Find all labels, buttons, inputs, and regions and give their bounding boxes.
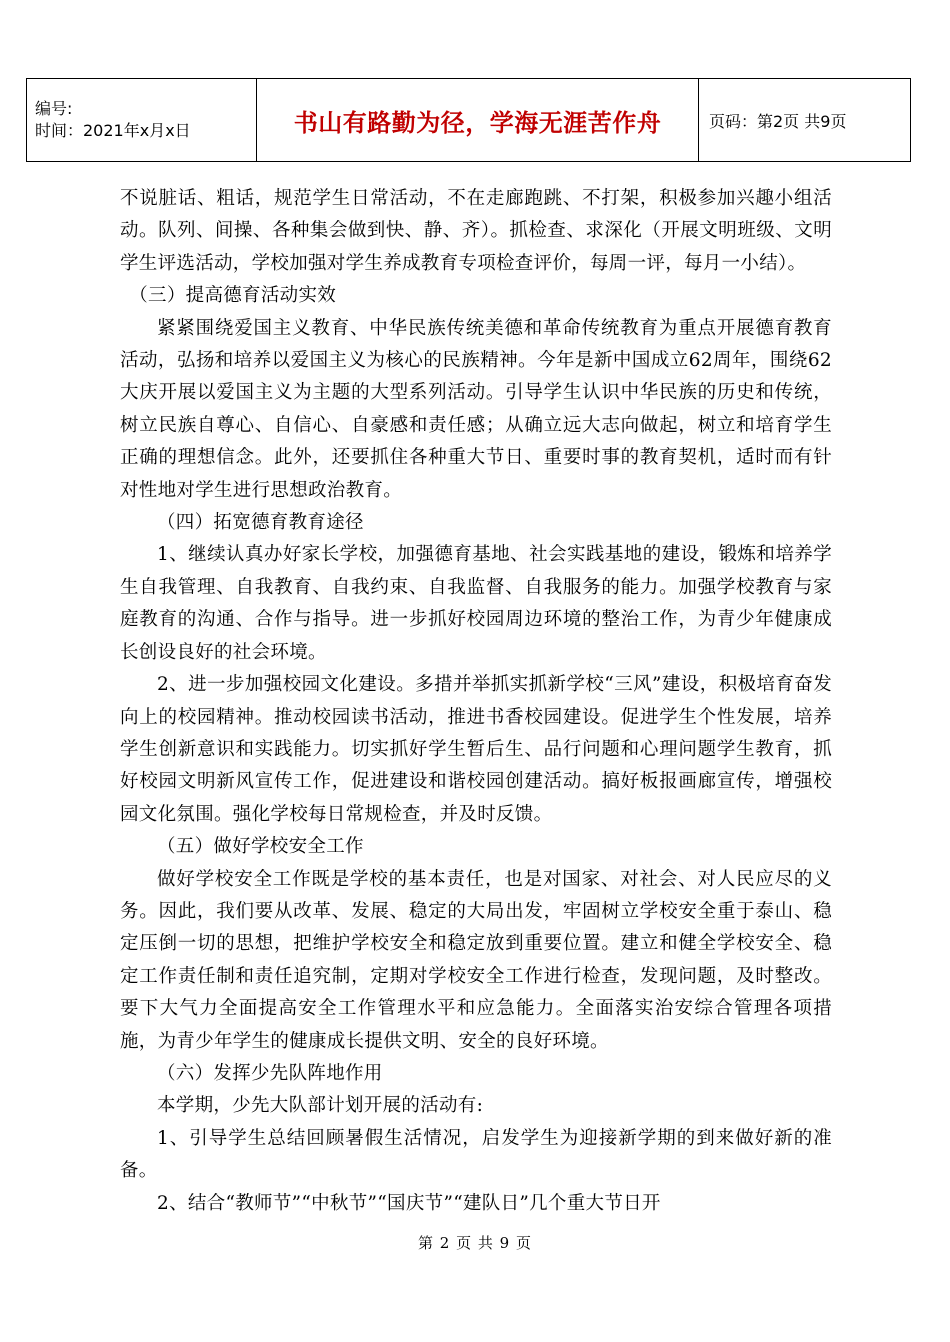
header-motto: 书山有路勤为径，学海无涯苦作舟 [257, 79, 699, 162]
page-footer: 第 2 页 共 9 页 [418, 1234, 532, 1252]
document-number-label: 编号: [35, 99, 73, 118]
header-meta [27, 79, 257, 162]
section-heading: （六）发挥少先队阵地作用 [157, 1062, 383, 1084]
paragraph: 本学期，少先大队部计划开展的活动有: [157, 1095, 484, 1117]
paragraph: 不说脏话、粗话，规范学生日常活动，不在走廊跑跳、不打架，积极参加兴趣小组活动。队列、间操、各种集会做到快、静、齐）。抓检查、求深化（开展文明班级、文明学生评选活动，学校加强对学生养成教育专项检查评价，每周一评，每月一小结）。 [120, 188, 832, 274]
document-time: 时间：2021年x月x日 [35, 121, 191, 140]
section-heading: （四）拓宽德育教育途径 [157, 512, 364, 534]
section-heading: （三）提高德育活动实效 [129, 285, 337, 307]
paragraph: 1、继续认真办好家长学校，加强德育基地、社会实践基地的建设，锻炼和培养学生自我管理、自我教育、自我约束、自我监督、自我服务的能力。加强学校教育与家庭教育的沟通、合作与指导。进一步抓好校园周边环境的整治工作，为青少年健康成长创设良好的社会环境。 [120, 544, 832, 663]
paragraph: 2、结合“教师节”“中秋节”“国庆节”“建队日”几个重大节日开 [157, 1192, 661, 1214]
header-page-info: 页码：第2页 共9页 [699, 79, 911, 162]
section-heading: （五）做好学校安全工作 [157, 836, 364, 858]
document-body [120, 183, 832, 1220]
document-header [26, 78, 911, 162]
paragraph: 做好学校安全工作既是学校的基本责任，也是对国家、对社会、对人民应尽的义务。因此，我们要从改革、发展、稳定的大局出发，牢固树立学校安全重于泰山、稳定压倒一切的思想，把维护学校安全和稳定放到重要位置。建立和健全学校安全、稳定工作责任制和责任追究制，定期对学校安全工作进行检查，发现问题，及时整改。要下大气力全面提高安全工作管理水平和应急能力。全面落实治安综合管理各项措施，为青少年学生的健康成长提供文明、安全的良好环境。 [120, 868, 832, 1052]
paragraph: 1、引导学生总结回顾暑假生活情况，启发学生为迎接新学期的到来做好新的准备。 [120, 1127, 832, 1182]
paragraph: 2、进一步加强校园文化建设。多措并举抓实抓新学校“三风”建设，积极培育奋发向上的校园精神。推动校园读书活动，推进书香校园建设。促进学生个性发展，培养学生创新意识和实践能力。切实抓好学生暂后生、品行问题和心理问题学生教育，抓好校园文明新风宣传工作，促进建设和谐校园创建活动。搞好板报画廊宣传，增强校园文化氛围。强化学校每日常规检查，并及时反馈。 [120, 674, 832, 825]
paragraph: 紧紧围绕爱国主义教育、中华民族传统美德和革命传统教育为重点开展德育教育活动，弘扬和培养以爱国主义为核心的民族精神。今年是新中国成立62周年，围绕62大庆开展以爱国主义为主题的大型系列活动。引导学生认识中华民族的历史和传统，树立民族自尊心、自信心、自豪感和责任感；从确立远大志向做起，树立和培育学生正确的理想信念。此外，还要抓住各种重大节日、重要时事的教育契机，适时而有针对性地对学生进行思想政治教育。 [120, 317, 832, 501]
